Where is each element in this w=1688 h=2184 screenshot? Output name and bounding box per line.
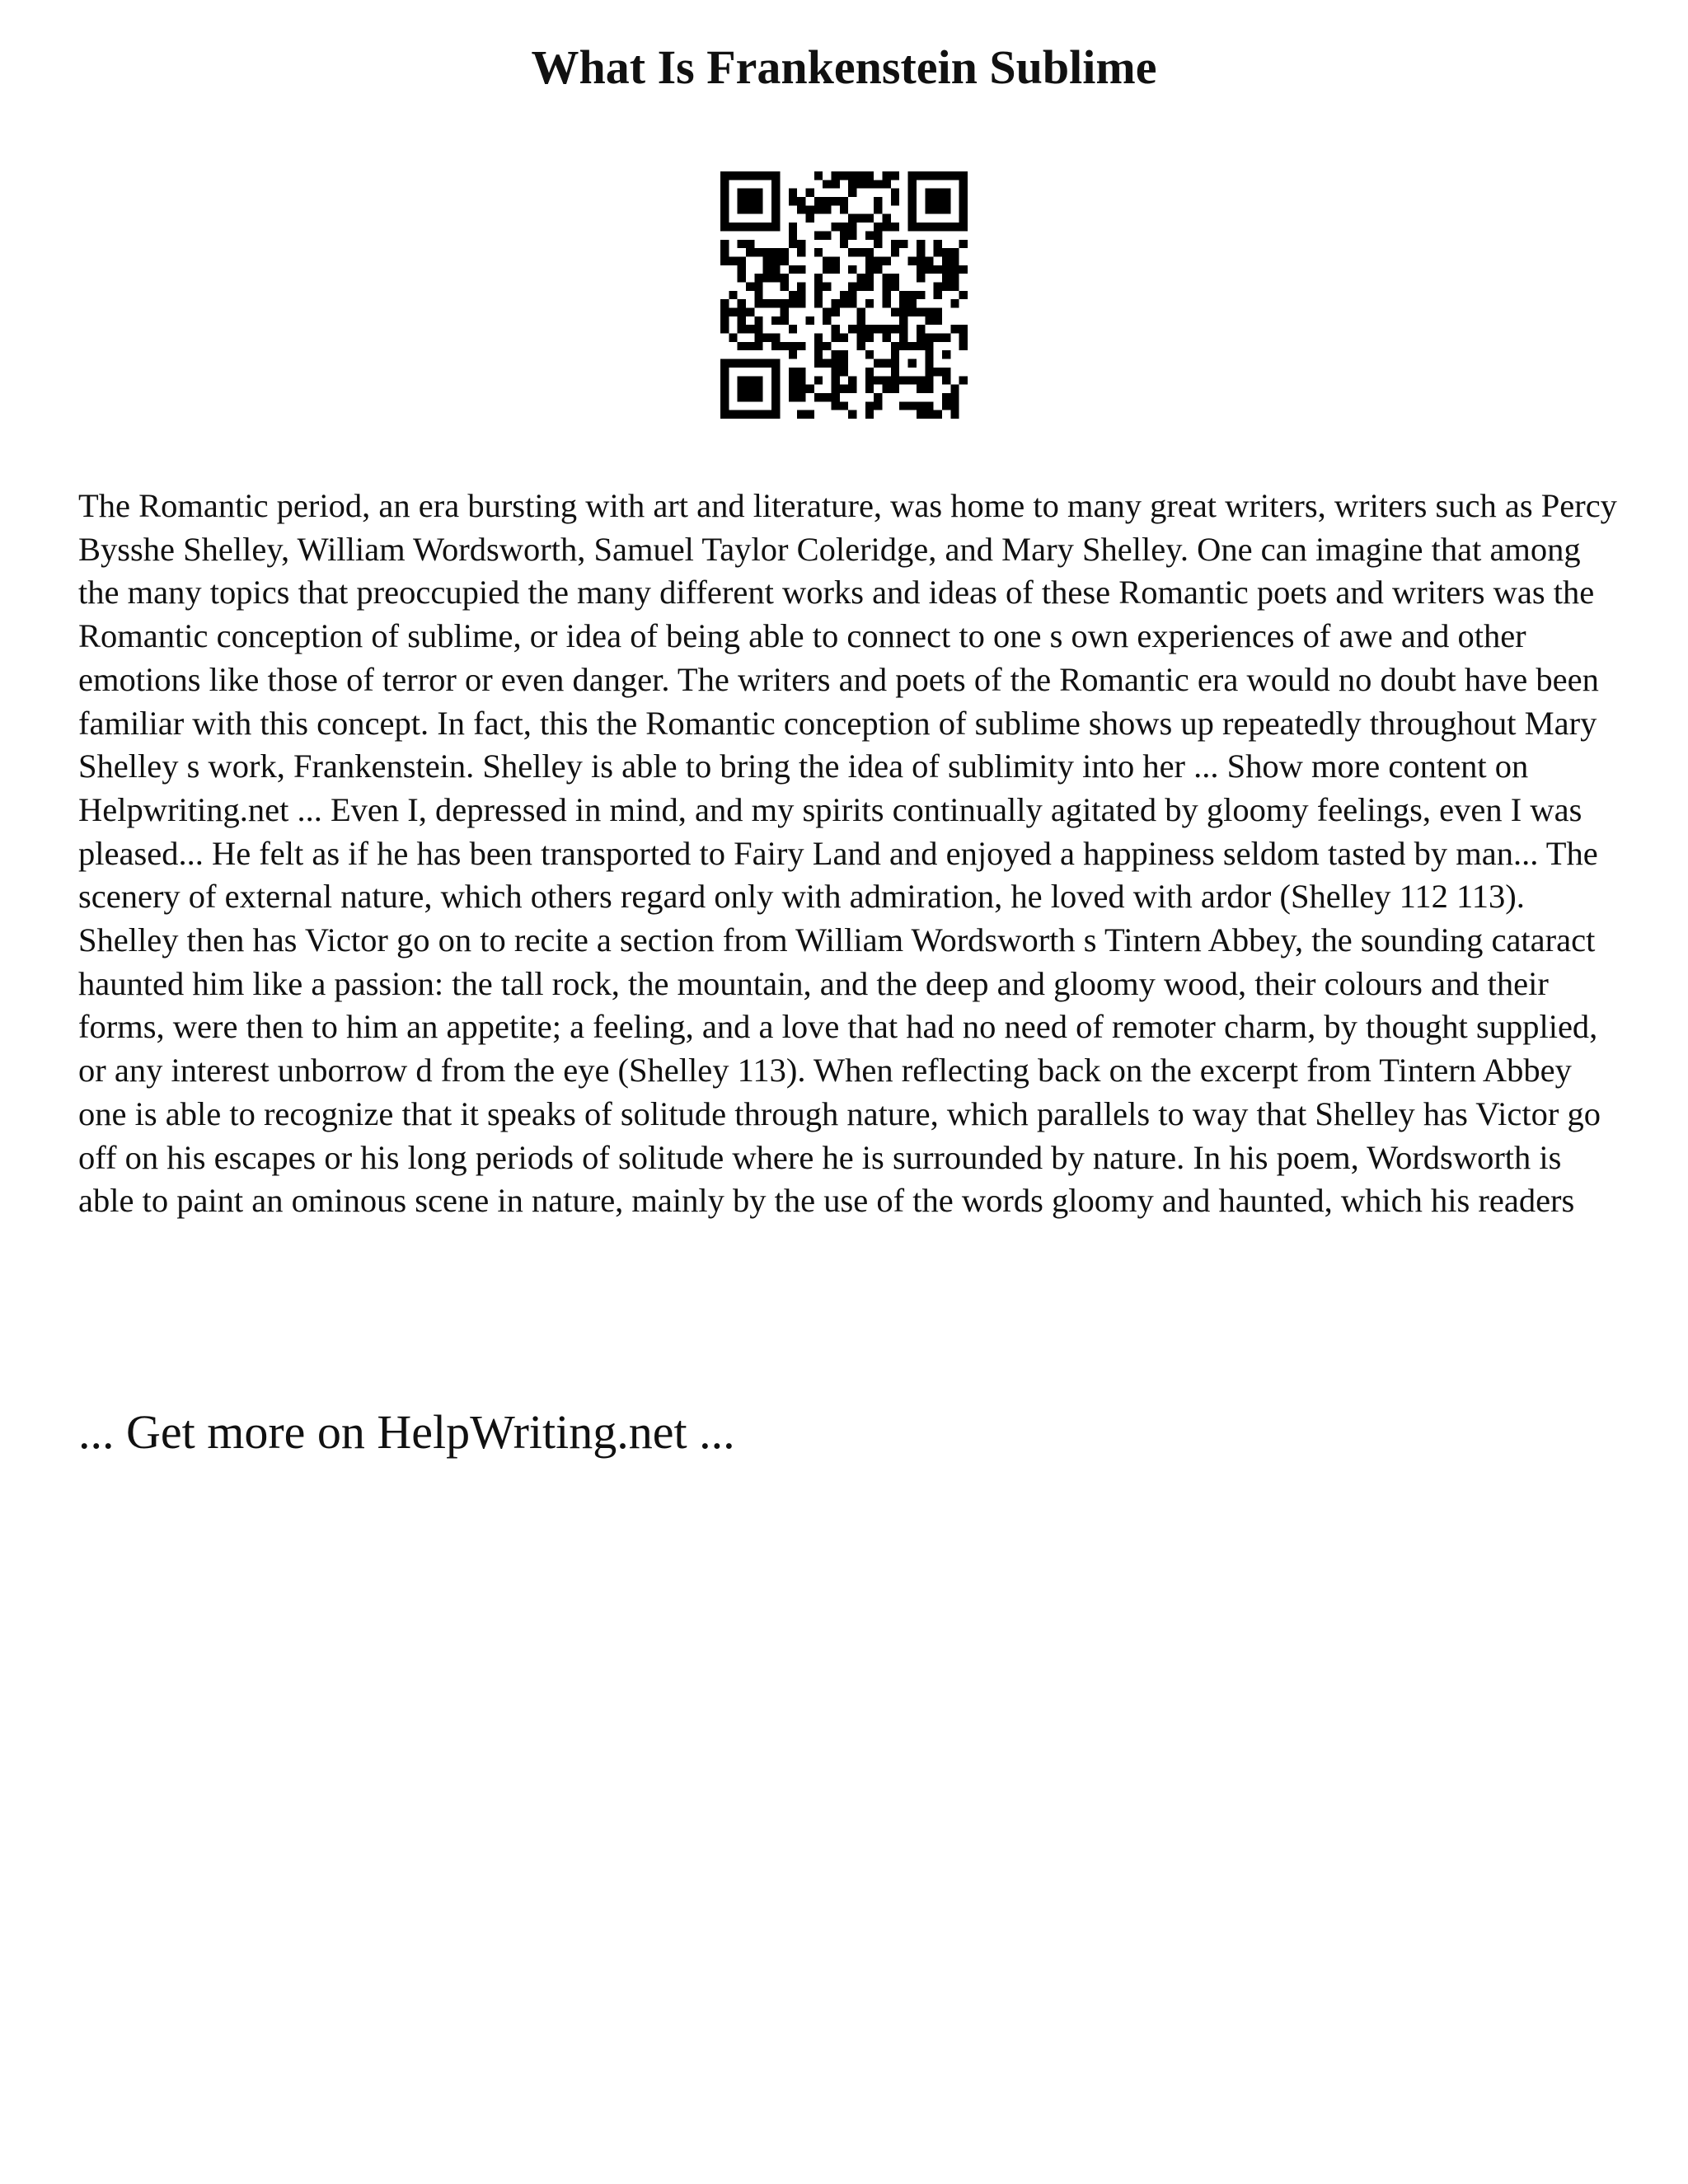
get-more-link[interactable]: ... Get more on HelpWriting.net ... (78, 1405, 735, 1459)
article-body: The Romantic period, an era bursting with art and literature, was home to many great writers, writers such as Percy Bysshe Shelley, William Wordsworth, Samuel Taylor Coleridge, and Mary Shelley. One can imagine that among the many topics that preoccupied the many different works and ideas of these Romantic poets and writers was the Romantic conception of sublime, or idea of being able to connect to one s own experiences of awe and other emotions like those of terror or even danger. The writers and poets of the Romantic era would no doubt have been familiar with this concept. In fact, this the Romantic conception of sublime shows up repeatedly throughout Mary Shelley s work, Frankenstein. Shelley is able to bring the idea of sublimity into her ... Show more content on Helpwriting.net ... Even I, depressed in mind, and my spirits continually agitated by gloomy feelings, even I was pleased... He felt as if he has been transported to Fairy Land and enjoyed a happiness seldom tasted by man... The scenery of external nature, which others regard only with admiration, he loved with ardor (Shelley 112 113). Shelley then has Victor go on to recite a section from William Wordsworth s Tintern Abbey, the sounding cataract haunted him like a passion: the tall rock, the mountain, and the deep and gloomy wood, their colours and their forms, were then to him an appetite; a feeling, and a love that had no need of remoter charm, by thought supplied, or any interest unborrow d from the eye (Shelley 113). When reflecting back on the excerpt from Tintern Abbey one is able to recognize that it speaks of solitude through nature, which parallels to way that Shelley has Victor go off on his escapes or his long periods of solitude where he is surrounded by nature. In his poem, Wordsworth is able to paint an ominous scene in nature, mainly by the use of the words gloomy and haunted, which his readers (78, 487, 1617, 1220)
page-title: What Is Frankenstein Sublime (531, 40, 1157, 94)
qr-code-icon (720, 171, 968, 419)
